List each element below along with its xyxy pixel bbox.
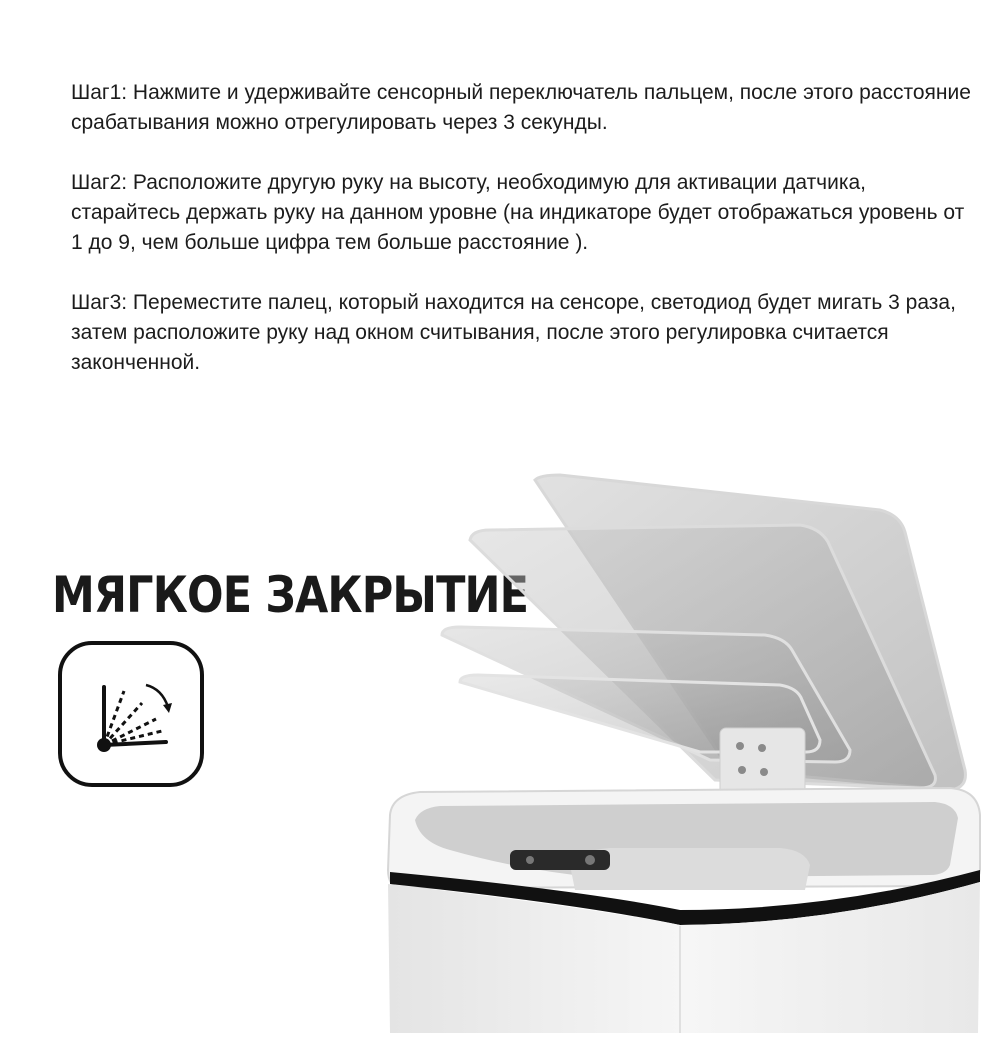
trash-bin-illustration <box>380 470 1000 1038</box>
step-2-text: Шаг2: Расположите другую руку на высоту, необходимую для активации датчика, старайтесь держать руку на данном уровне (на индикаторе будет отображаться уровень от 1 до 9, чем больше цифра тем больше расстояние ). <box>71 171 965 254</box>
instructions <box>71 78 971 408</box>
step-1-text: Шаг1: Нажмите и удерживайте сенсорный переключатель пальцем, после этого расстояние срабатывания можно отрегулировать через 3 секунды. <box>71 81 971 134</box>
step-3-text: Шаг3: Переместите палец, который находится на сенсоре, светодиод будет мигать 3 раза, затем расположите руку над окном считывания, после этого регулировка считается законченной. <box>71 291 956 374</box>
soft-close-icon <box>58 641 204 787</box>
feature-title: МЯГКОЕ ЗАКРЫТИЕ <box>52 566 529 624</box>
soft-close-icon-graphic <box>62 645 200 783</box>
